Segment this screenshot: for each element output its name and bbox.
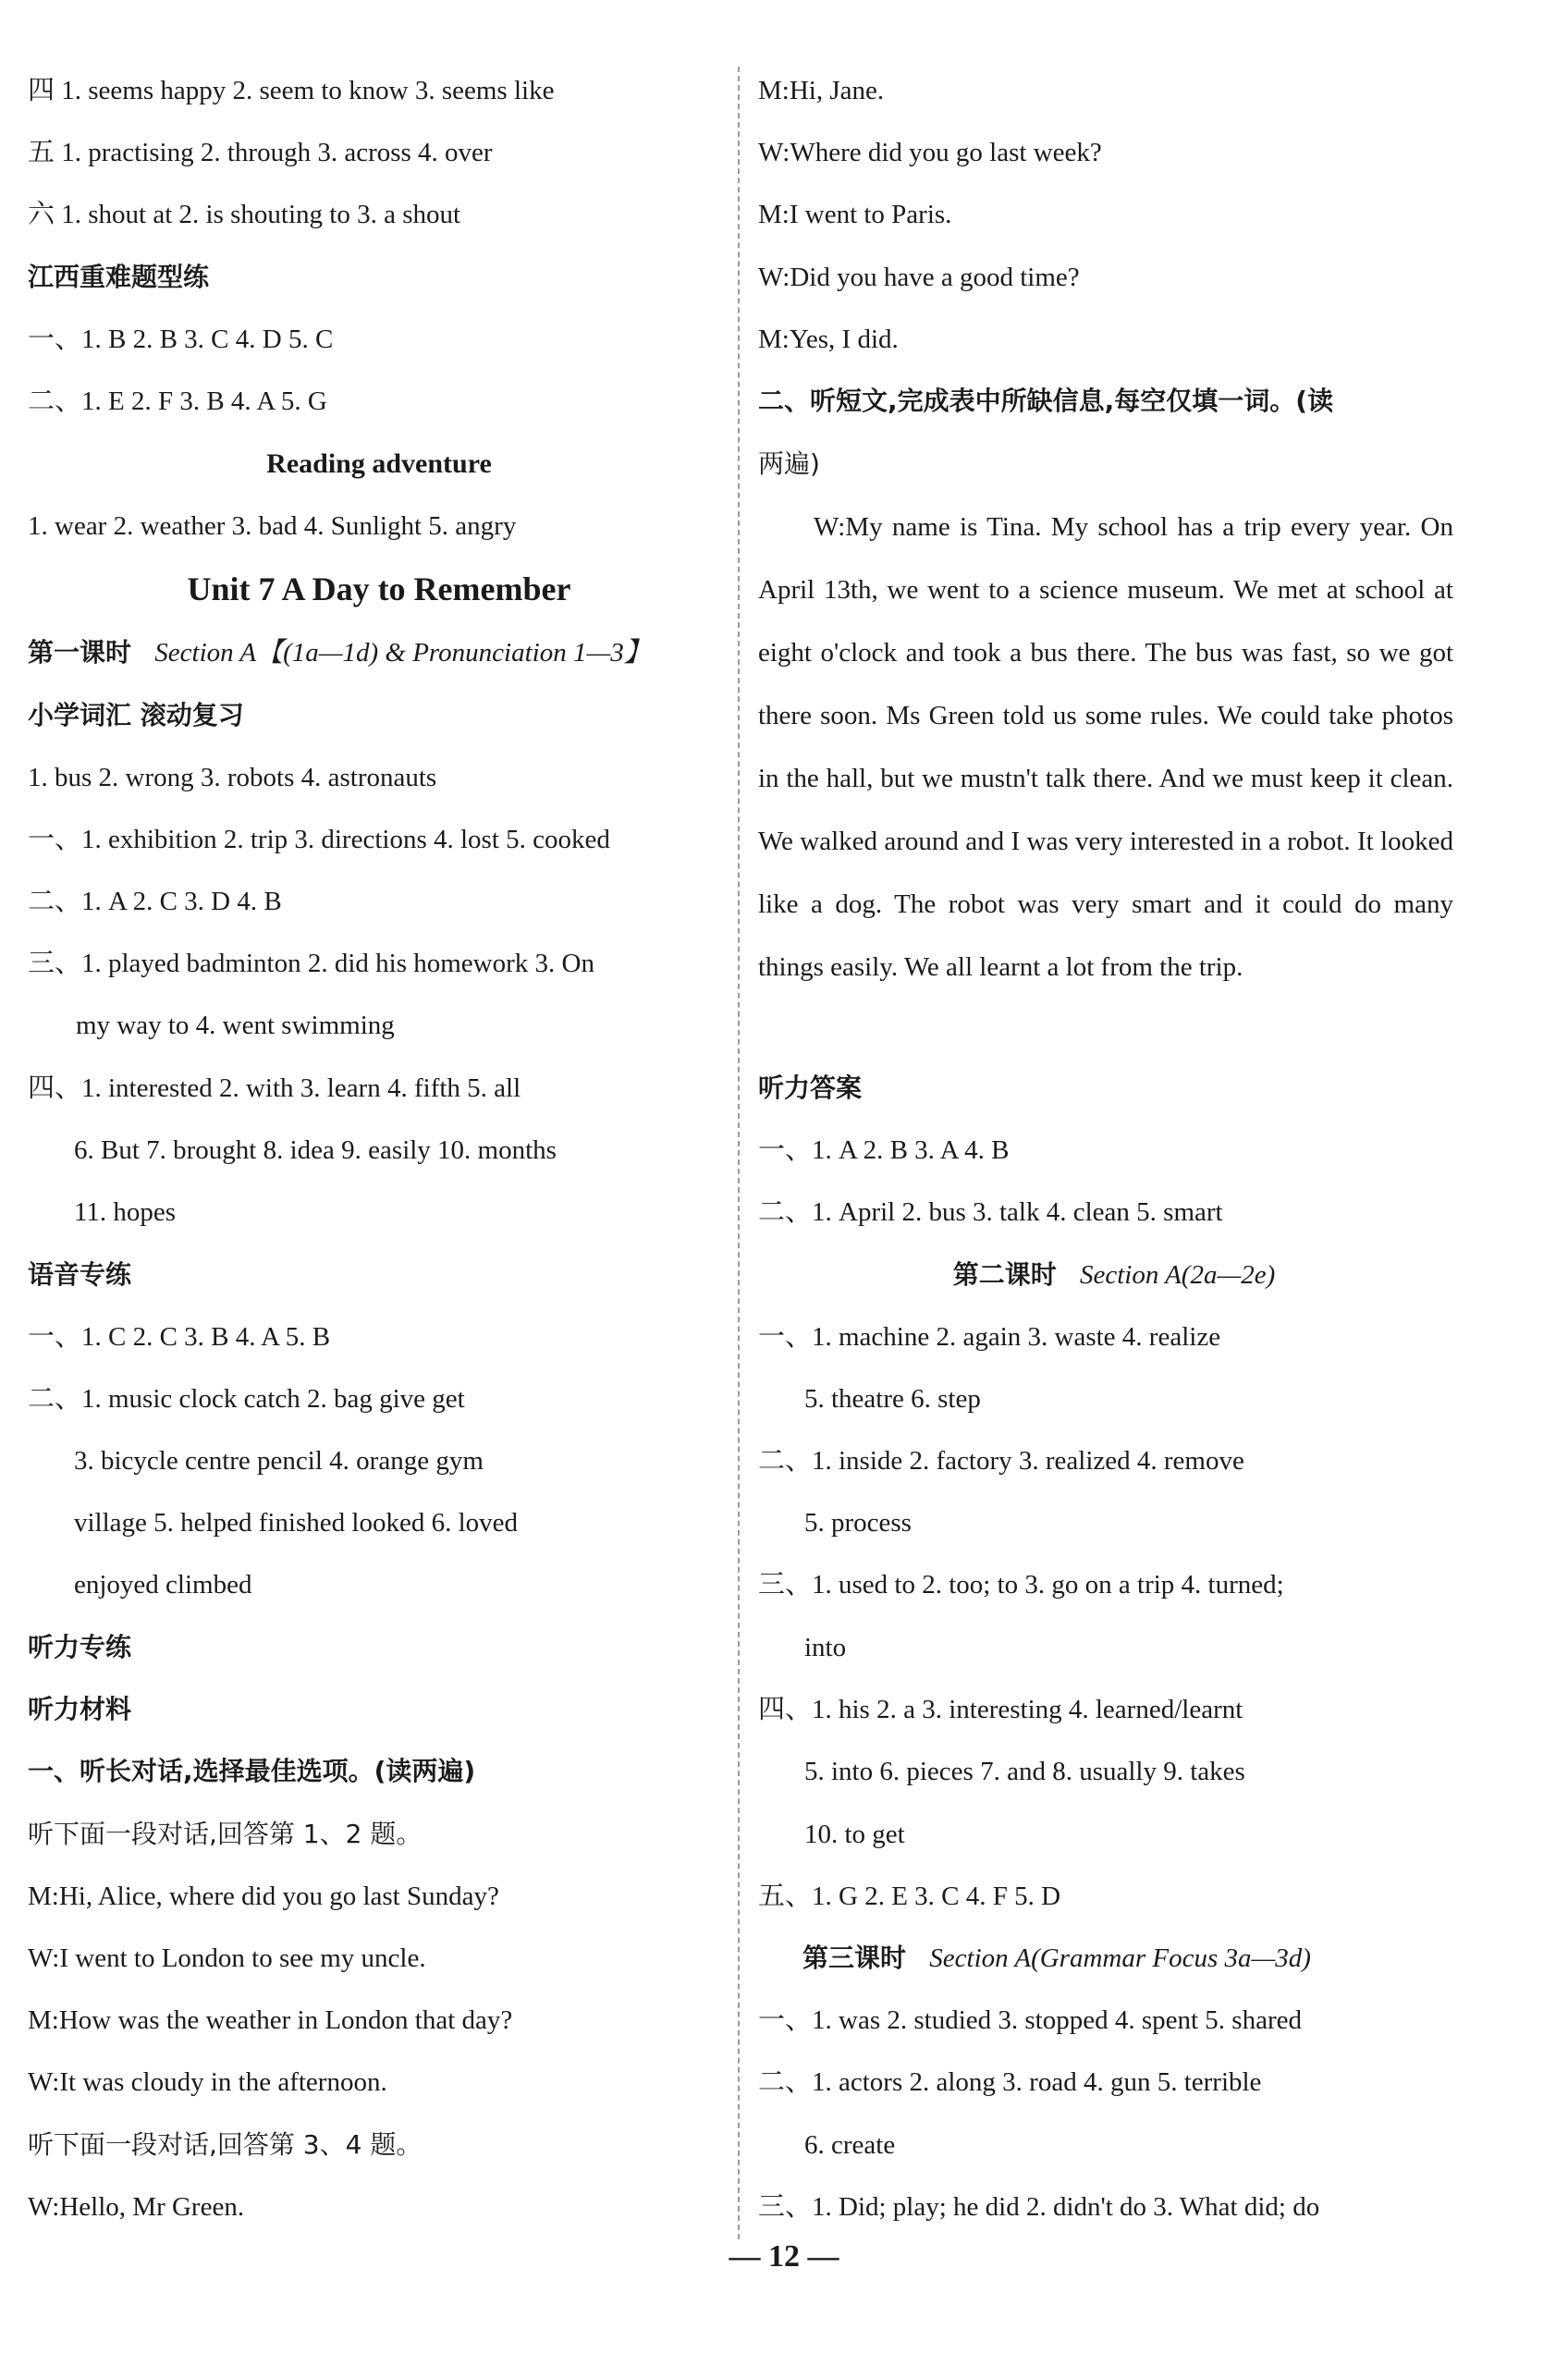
unit-title: Unit 7 A Day to Remember [187, 570, 571, 607]
answer-line: 四 1. seems happy 2. seem to know 3. seems like [28, 76, 555, 105]
dialogue-line: M:I went to Paris. [758, 200, 952, 229]
task-instruction: 二、听短文,完成表中所缺信息,每空仅填一词。(读 [758, 386, 1334, 416]
dialogue-line: W:Hello, Mr Green. [28, 2192, 245, 2222]
answer-line: into [804, 1633, 847, 1662]
lesson-section: Section A(Grammar Focus 3a—3d) [929, 1943, 1311, 1973]
lesson-heading [28, 634, 651, 671]
answer-line: 一、1. C 2. C 3. B 4. A 5. B [28, 1322, 331, 1352]
answer-line: 一、1. was 2. studied 3. stopped 4. spent 5. shared [758, 2005, 1302, 2035]
task-instruction: 一、听长对话,选择最佳选项。(读两遍) [28, 1756, 476, 1786]
listening-passage [758, 496, 1453, 999]
answer-line: 二、1. April 2. bus 3. talk 4. clean 5. smart [758, 1197, 1223, 1227]
section-heading: 语音专练 [28, 1259, 132, 1290]
answer-line: 六 1. shout at 2. is shouting to 3. a shout [28, 200, 461, 229]
answer-line: 一、1. A 2. B 3. A 4. B [758, 1135, 1010, 1165]
answer-line: my way to 4. went swimming [76, 1011, 395, 1040]
answer-line: 二、1. music clock catch 2. bag give get [28, 1384, 465, 1414]
dialogue-line: W:I went to London to see my uncle. [28, 1943, 426, 1973]
section-heading: 听力专练 [28, 1632, 132, 1662]
section-heading: 小学词汇 滚动复习 [28, 700, 244, 730]
answer-line: 四、1. interested 2. with 3. learn 4. fifth 5. all [28, 1073, 521, 1103]
answer-line: 6. But 7. brought 8. idea 9. easily 10. months [74, 1135, 557, 1165]
task-instruction: 听下面一段对话,回答第 1、2 题。 [28, 1819, 423, 1849]
answer-line: 6. create [804, 2130, 896, 2160]
answer-line: 1. bus 2. wrong 3. robots 4. astronauts [28, 763, 437, 792]
answer-line: 二、1. A 2. C 3. D 4. B [28, 887, 282, 916]
answer-line: 二、1. actors 2. along 3. road 4. gun 5. terrible [758, 2067, 1262, 2097]
task-instruction: 两遍) [758, 448, 820, 479]
answer-line: 11. hopes [74, 1197, 177, 1227]
page-number: — 12 — [729, 2239, 839, 2274]
lesson-label: 第一课时 [28, 637, 132, 668]
section-heading: 听力答案 [758, 1073, 863, 1103]
answer-line: 一、1. exhibition 2. trip 3. directions 4. lost 5. cooked [28, 825, 610, 854]
answer-line: 三、1. played badminton 2. did his homework 3. On [28, 949, 594, 978]
answer-line: 一、1. machine 2. again 3. waste 4. realize [758, 1322, 1221, 1352]
column-divider [738, 67, 740, 2239]
lesson-section: Section A(2a—2e) [1079, 1260, 1276, 1290]
answer-line: 五、1. G 2. E 3. C 4. F 5. D [758, 1882, 1061, 1911]
answer-line: 10. to get [804, 1820, 905, 1849]
answer-line: 5. into 6. pieces 7. and 8. usually 9. takes [804, 1757, 1245, 1786]
task-instruction: 听下面一段对话,回答第 3、4 题。 [28, 2129, 423, 2160]
answer-line: 1. wear 2. weather 3. bad 4. Sunlight 5. angry [28, 511, 517, 541]
dialogue-line: M:Yes, I did. [758, 325, 899, 354]
lesson-label: 第二课时 [952, 1259, 1057, 1290]
lesson-section: Section A【(1a—1d) & Pronunciation 1—3】 [154, 638, 651, 668]
answer-line: 三、1. used to 2. too; to 3. go on a trip 4. turned; [758, 1570, 1284, 1600]
answer-line: 一、1. B 2. B 3. C 4. D 5. C [28, 325, 334, 354]
answer-line: 5. theatre 6. step [804, 1384, 981, 1414]
answer-line: 五 1. practising 2. through 3. across 4. over [28, 138, 493, 167]
dialogue-line: M:Hi, Alice, where did you go last Sunday? [28, 1882, 499, 1911]
dialogue-line: W:Did you have a good time? [758, 263, 1080, 292]
dialogue-line: W:It was cloudy in the afternoon. [28, 2067, 387, 2097]
dialogue-line: W:Where did you go last week? [758, 138, 1102, 167]
lesson-heading [802, 1940, 1311, 1977]
answer-line: 二、1. E 2. F 3. B 4. A 5. G [28, 386, 327, 416]
answer-line: 四、1. his 2. a 3. interesting 4. learned/learnt [758, 1695, 1243, 1724]
section-heading: 听力材料 [28, 1694, 132, 1724]
answer-line: 二、1. inside 2. factory 3. realized 4. remove [758, 1446, 1244, 1476]
lesson-heading [758, 1257, 1470, 1293]
section-heading: 江西重难题型练 [28, 262, 210, 292]
answer-line: village 5. helped finished looked 6. loved [74, 1508, 519, 1538]
answer-line: 5. process [804, 1508, 912, 1538]
section-heading: Reading adventure [266, 448, 492, 479]
passage-text: W:My name is Tina. My school has a trip every year. On April 13th, we went to a science museum. We met at school at eight o'clock and took a bus there. The bus was fast, so we got there soon. Ms Green told us some rules. We could take photos in the hall, but we mustn't talk there. And we must keep it clean. We walked around and I was very interested in a robot. It looked like a dog. The robot was very smart and it could do many things easily. We all learnt a lot from the trip. [758, 512, 1453, 982]
answer-line: enjoyed climbed [74, 1570, 252, 1600]
dialogue-line: M:Hi, Jane. [758, 76, 885, 105]
answer-line: 3. bicycle centre pencil 4. orange gym [74, 1446, 484, 1476]
lesson-label: 第三课时 [802, 1943, 907, 1973]
answer-line: 三、1. Did; play; he did 2. didn't do 3. What did; do [758, 2192, 1320, 2222]
dialogue-line: M:How was the weather in London that day? [28, 2005, 513, 2035]
